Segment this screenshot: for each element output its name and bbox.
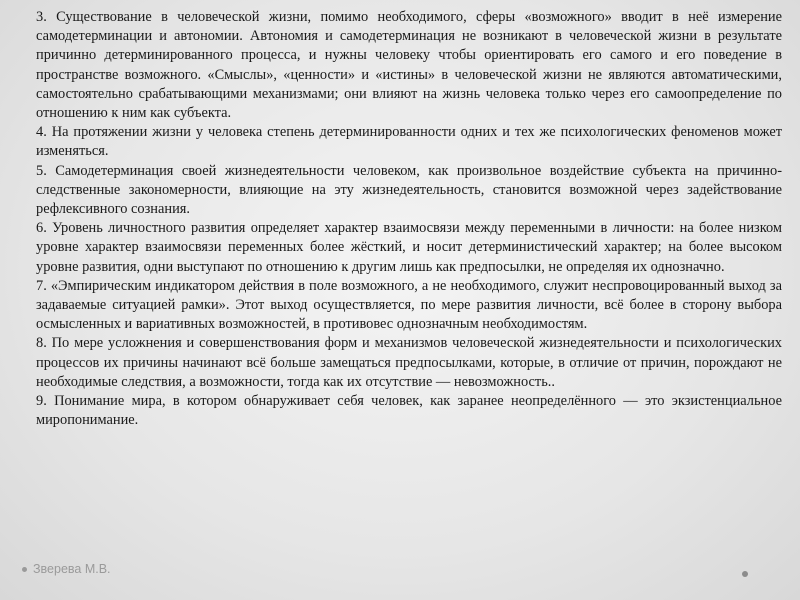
- theses-list: [8, 8, 782, 430]
- thesis-text: 4. На протяжении жизни у человека степень детерминированности одних и тех же психологических феноменов может изменяться.: [36, 124, 782, 160]
- thesis-item: [8, 277, 782, 335]
- thesis-item: [8, 392, 782, 430]
- dot-icon: [22, 567, 27, 572]
- thesis-text: 6. Уровень личностного развития определяет характер взаимосвязи между переменными в личности: на более низком уровне характер взаимосвязи переменных более жёсткий, и носит детерминистический характер; на более высоком уровне развития, одни выступают по отношению к другим лишь как предпосылки, не определяя их однозначно.: [36, 220, 782, 275]
- dot-icon: [742, 571, 748, 577]
- thesis-text: 8. По мере усложнения и совершенствования форм и механизмов человеческой жизнедеятельности и психологических процессов их причины начинают всё больше замещаться предпосылками, которые, в отличие от причин, порождают не необходимые следствия, а возможности, тогда как их отсутствие — невозможность..: [36, 335, 782, 390]
- thesis-item: [8, 123, 782, 161]
- thesis-item: [8, 8, 782, 123]
- thesis-text: 5. Самодетерминация своей жизнедеятельности человеком, как произвольное воздействие субъекта на причинно-следственные закономерности, влияющие на эту жизнедеятельность, становится возможной через задействование рефлексивного сознания.: [36, 162, 782, 218]
- slide-footer: [22, 562, 111, 576]
- thesis-item: [8, 334, 782, 392]
- thesis-text: 7. «Эмпирическим индикатором действия в поле возможного, а не необходимого, служит неспровоцированный выход за задаваемые ситуацией рамки». Этот выход осуществляется, по мере развития личности, всё более в сторону выбора осмысленных и вариативных возможностей, в противовес однозначным необходимостям.: [36, 277, 782, 333]
- footer-author: Зверева М.В.: [33, 562, 111, 576]
- thesis-text: 3. Существование в человеческой жизни, помимо необходимого, сферы «возможного» вводит в неё измерение самодетерминации и автономии. Автономия и самодетерминация не возникают в человеческой жизни в результате причинно детерминированного процесса, и нужны человеку чтобы ориентировать его самого и его поведение в пространстве возможного. «Смыслы», «ценности» и «истины» в человеческой жизни не являются автоматическими, самостоятельно срабатывающими механизмами; они влияют на жизнь человека только через его самоопределение по отношению к ним как субъекта.: [36, 9, 782, 122]
- thesis-item: [8, 219, 782, 277]
- thesis-text: 9. Понимание мира, в котором обнаруживает себя человек, как заранее неопределённого — это экзистенциальное миропонимание.: [36, 393, 782, 429]
- thesis-item: [8, 162, 782, 220]
